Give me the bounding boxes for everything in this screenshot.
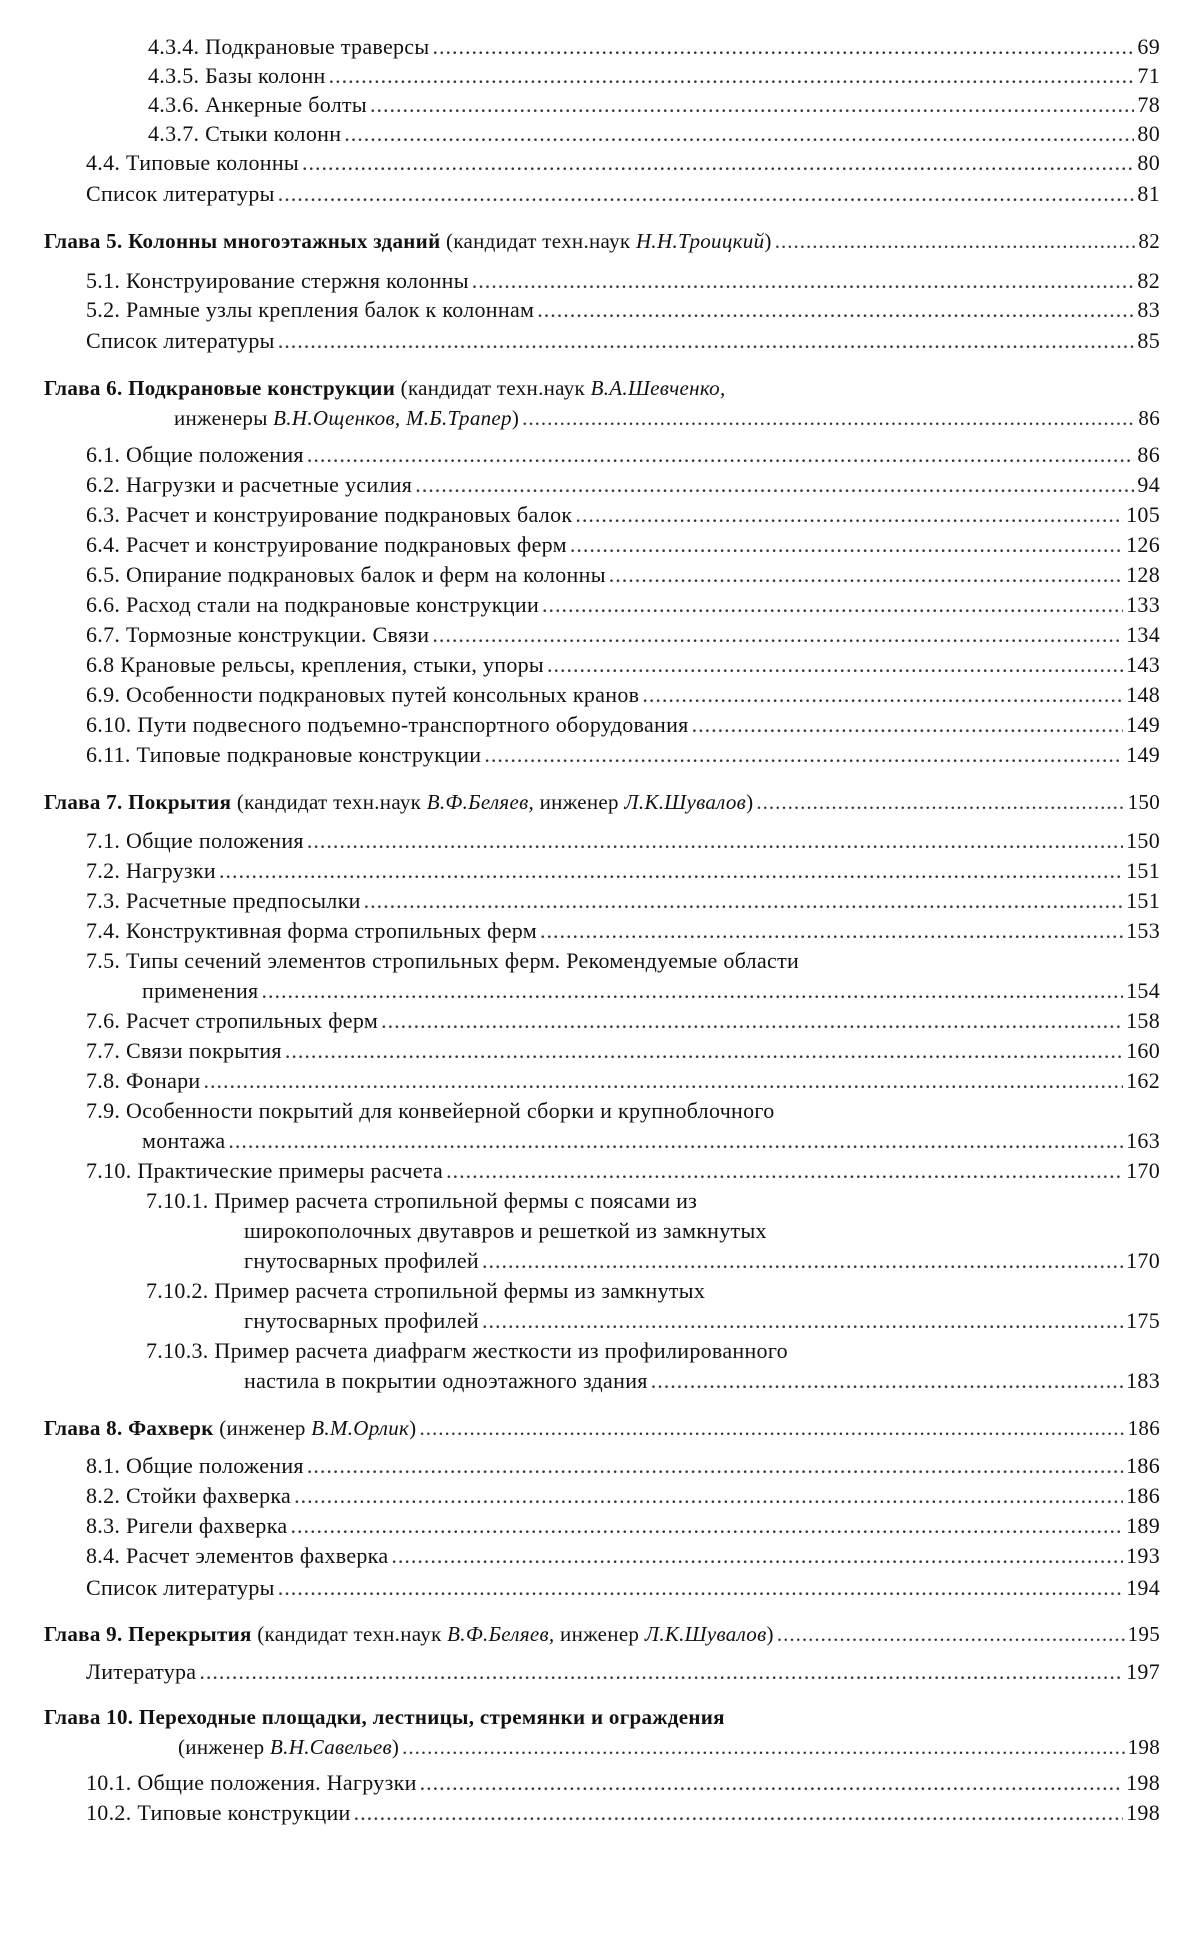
page-number: 78: [1137, 92, 1160, 117]
entry-title: Пример расчета диафрагм жесткости из профилированного: [214, 1338, 788, 1363]
page-number: 197: [1126, 1659, 1160, 1684]
entry-title-continuation: гнутосварных профилей: [244, 1248, 479, 1273]
page-number: 82: [1137, 268, 1160, 293]
page-number: 194: [1126, 1575, 1160, 1600]
page-number: 150: [1126, 828, 1160, 853]
entry-number: 7.2.: [86, 858, 121, 883]
chapter-title: Перекрытия: [128, 1622, 252, 1646]
chapter-authors: В.А.Шевченко,: [590, 376, 726, 400]
chapter-label: Глава 5.: [44, 229, 123, 253]
chapter-title: Фахверк: [128, 1416, 214, 1440]
toc-entry: [86, 620, 1160, 650]
toc-entry-continuation: [244, 1306, 1160, 1336]
entry-title: Типовые подкрановые конструкции: [136, 742, 482, 767]
entry-number: 4.3.7.: [148, 121, 200, 146]
chapter-label: Глава 8.: [44, 1416, 123, 1440]
toc-entry: [86, 295, 1160, 325]
toc-entry: [86, 710, 1160, 740]
entry-number: 7.3.: [86, 888, 121, 913]
page-number: 82: [1138, 229, 1160, 253]
entry-number: 4.3.4.: [148, 34, 200, 59]
chapter-authors-prefix: (кандидат техн.наук: [257, 1622, 442, 1646]
toc-entry: [86, 826, 1160, 856]
page-number: 183: [1126, 1368, 1160, 1393]
chapter-label: Глава 7.: [44, 790, 123, 814]
page-number: 86: [1138, 406, 1160, 430]
toc-entry: [86, 179, 1160, 209]
entry-title: Подкрановые траверсы: [205, 34, 430, 59]
entry-title-continuation: применения: [142, 978, 259, 1003]
entry-number: 4.3.6.: [148, 92, 200, 117]
entry-title: Особенности покрытий для конвейерной сборки и крупноблочного: [126, 1098, 775, 1123]
entry-number: 7.7.: [86, 1038, 121, 1063]
chapter-label: Глава 6.: [44, 376, 123, 400]
page-number: 85: [1137, 328, 1160, 353]
entry-title: Расчетные предпосылки: [126, 888, 361, 913]
entry-title: Расчет элементов фахверка: [126, 1543, 389, 1568]
chapter-authors-prefix: (кандидат техн.наук: [446, 229, 631, 253]
entry-title: Типы сечений элементов стропильных ферм. Рекомендуемые области: [126, 948, 800, 973]
toc-entry: [86, 1156, 1160, 1186]
entry-title: Пример расчета стропильной фермы с поясами из: [214, 1188, 698, 1213]
chapter-authors-prefix-2: инженер: [560, 1622, 640, 1646]
chapter-authors: В.Н.Савельев: [270, 1735, 392, 1759]
entry-title-continuation: настила в покрытии одноэтажного здания: [244, 1368, 648, 1393]
entry-title: Нагрузки и расчетные усилия: [126, 472, 413, 497]
entry-number: 6.10.: [86, 712, 132, 737]
chapter-heading: [44, 1619, 1160, 1649]
chapter-label: Глава 10.: [44, 1705, 134, 1729]
entry-title: Расчет стропильных ферм: [126, 1008, 379, 1033]
page-number: 151: [1126, 858, 1160, 883]
entry-number: 6.6.: [86, 592, 121, 617]
chapter-authors-suffix: ): [511, 406, 520, 430]
chapter-authors-suffix: ): [766, 1622, 774, 1646]
entry-number: 6.3.: [86, 502, 121, 527]
entry-title-continuation: монтажа: [142, 1128, 226, 1153]
entry-number: 7.4.: [86, 918, 121, 943]
toc-entry: [146, 1336, 1160, 1366]
chapter-authors-prefix-2: инженер: [539, 790, 619, 814]
chapter-authors-suffix: ): [409, 1416, 417, 1440]
entry-title: Пути подвесного подъемно-транспортного оборудования: [137, 712, 689, 737]
entry-number: 7.10.3.: [146, 1338, 209, 1363]
page-number: 133: [1126, 592, 1160, 617]
chapter-title: Покрытия: [128, 790, 232, 814]
page-number: 126: [1126, 532, 1160, 557]
entry-number: 8.3.: [86, 1513, 121, 1538]
entry-title: Список литературы: [86, 328, 275, 353]
toc-entry: [86, 680, 1160, 710]
toc-entry: [86, 326, 1160, 356]
toc-entry-continuation: [142, 976, 1160, 1006]
entry-title: Фонари: [126, 1068, 201, 1093]
entry-number: 6.1.: [86, 442, 121, 467]
page-number: 154: [1126, 978, 1160, 1003]
toc-entry: [86, 1573, 1160, 1603]
page-number: 149: [1126, 742, 1160, 767]
entry-title-continuation: гнутосварных профилей: [244, 1308, 479, 1333]
chapter-authors-prefix: инженеры: [174, 406, 268, 430]
entry-title: Крановые рельсы, крепления, стыки, упоры: [120, 652, 544, 677]
toc-entry: [86, 1451, 1160, 1481]
page-number: 195: [1127, 1622, 1160, 1646]
toc-entry: [86, 1006, 1160, 1036]
entry-number: 7.1.: [86, 828, 121, 853]
entry-number: 8.1.: [86, 1453, 121, 1478]
toc-entry-continuation: [244, 1216, 1160, 1246]
page-number: 134: [1126, 622, 1160, 647]
page-number: 198: [1126, 1800, 1160, 1825]
toc-entry: [148, 32, 1160, 62]
entry-number: 7.6.: [86, 1008, 121, 1033]
toc-entry: [86, 886, 1160, 916]
entry-title: Стыки колонн: [205, 121, 342, 146]
page-number: 148: [1126, 682, 1160, 707]
entry-number: 6.11.: [86, 742, 131, 767]
entry-number: 10.1.: [86, 1770, 132, 1795]
toc-entry-continuation: [244, 1366, 1160, 1396]
toc-entry: [86, 856, 1160, 886]
toc-entry: [86, 560, 1160, 590]
entry-title: Ригели фахверка: [126, 1513, 288, 1538]
entry-title-continuation: широкополочных двутавров и решеткой из замкнутых: [244, 1218, 767, 1243]
chapter-heading-continuation: [178, 1732, 1160, 1762]
entry-number: 7.10.1.: [146, 1188, 209, 1213]
page-number: 153: [1126, 918, 1160, 943]
chapter-authors-suffix: ): [764, 229, 772, 253]
entry-title: Конструктивная форма стропильных ферм: [126, 918, 537, 943]
chapter-authors-prefix: (кандидат техн.наук: [400, 376, 586, 400]
chapter-heading: [44, 373, 1160, 403]
toc-entry: [148, 90, 1160, 120]
page-number: 128: [1126, 562, 1160, 587]
entry-title: Список литературы: [86, 1575, 275, 1600]
entry-title: Типовые колонны: [126, 150, 299, 175]
chapter-title: Подкрановые конструкции: [128, 376, 396, 400]
entry-title: Расход стали на подкрановые конструкции: [126, 592, 540, 617]
page-number: 186: [1126, 1453, 1160, 1478]
page-number: 149: [1126, 712, 1160, 737]
page-number: 186: [1127, 1416, 1160, 1440]
chapter-authors-prefix: (кандидат техн.наук: [236, 790, 422, 814]
page-number: 94: [1137, 472, 1160, 497]
page-number: 170: [1126, 1158, 1160, 1183]
chapter-heading-continuation: [174, 403, 1160, 433]
chapter-title: Колонны многоэтажных зданий: [128, 229, 441, 253]
entry-number: 6.5.: [86, 562, 121, 587]
page-number: 83: [1137, 297, 1160, 322]
chapter-authors: В.М.Орлик: [311, 1416, 410, 1440]
entry-number: 5.1.: [86, 268, 121, 293]
entry-title: Расчет и конструирование подкрановых ферм: [126, 532, 567, 557]
page-number: 80: [1137, 150, 1160, 175]
chapter-heading: [44, 1702, 1160, 1732]
entry-title: Список литературы: [86, 181, 275, 206]
entry-number: 4.3.5.: [148, 63, 200, 88]
page-number: 71: [1137, 63, 1160, 88]
page-number: 175: [1126, 1308, 1160, 1333]
entry-number: 6.8: [86, 652, 115, 677]
toc-entry: [86, 740, 1160, 770]
entry-number: 7.5.: [86, 948, 121, 973]
toc-entry: [146, 1186, 1160, 1216]
page-number: 198: [1127, 1735, 1160, 1759]
chapter-authors-prefix: (инженер: [219, 1416, 306, 1440]
toc-entry: [86, 1066, 1160, 1096]
entry-title: Общие положения: [126, 442, 304, 467]
toc-entry: [86, 500, 1160, 530]
entry-title: Литература: [86, 1659, 197, 1684]
chapter-authors: В.Ф.Беляев,: [426, 790, 535, 814]
page-number: 158: [1126, 1008, 1160, 1033]
page-number: 170: [1126, 1248, 1160, 1273]
toc-entry-continuation: [244, 1246, 1160, 1276]
entry-number: 6.9.: [86, 682, 121, 707]
entry-title: Анкерные болты: [205, 92, 367, 117]
toc-entry: [86, 1511, 1160, 1541]
entry-number: 7.8.: [86, 1068, 121, 1093]
entry-title: Общие положения: [126, 1453, 304, 1478]
chapter-title: Переходные площадки, лестницы, стремянки и ограждения: [138, 1705, 725, 1729]
chapter-authors: В.Ф.Беляев,: [447, 1622, 555, 1646]
chapter-authors-prefix: (инженер: [178, 1735, 265, 1759]
entry-title: Расчет и конструирование подкрановых балок: [126, 502, 573, 527]
toc-entry: [86, 1541, 1160, 1571]
page-number: 160: [1126, 1038, 1160, 1063]
chapter-authors: В.Н.Ощенков, М.Б.Трапер: [273, 406, 512, 430]
entry-title: Типовые конструкции: [137, 1800, 351, 1825]
entry-number: 5.2.: [86, 297, 121, 322]
entry-title: Опирание подкрановых балок и ферм на колонны: [126, 562, 606, 587]
page-number: 186: [1126, 1483, 1160, 1508]
chapter-heading: [44, 1413, 1160, 1443]
chapter-heading: [44, 787, 1160, 817]
entry-title: Особенности подкрановых путей консольных кранов: [126, 682, 640, 707]
toc-entry: [148, 119, 1160, 149]
entry-number: 7.10.2.: [146, 1278, 209, 1303]
toc-entry: [86, 1798, 1160, 1828]
page-number: 86: [1137, 442, 1160, 467]
page-number: 143: [1126, 652, 1160, 677]
toc-entry: [86, 1768, 1160, 1798]
page-number: 69: [1137, 34, 1160, 59]
entry-number: 6.2.: [86, 472, 121, 497]
toc-entry: [86, 650, 1160, 680]
toc-entry: [86, 916, 1160, 946]
page-number: 198: [1126, 1770, 1160, 1795]
page-number: 162: [1126, 1068, 1160, 1093]
page-number: 80: [1137, 121, 1160, 146]
page-number: 163: [1126, 1128, 1160, 1153]
toc-entry: [86, 1036, 1160, 1066]
toc-entry: [86, 148, 1160, 178]
entry-title: Базы колонн: [205, 63, 326, 88]
page-number: 151: [1126, 888, 1160, 913]
entry-number: 8.4.: [86, 1543, 121, 1568]
entry-number: 4.4.: [86, 150, 121, 175]
chapter-heading: [44, 226, 1160, 256]
chapter-authors-suffix: ): [746, 790, 754, 814]
chapter-authors-2: Л.К.Шувалов: [624, 790, 747, 814]
chapter-authors-2: Л.К.Шувалов: [644, 1622, 767, 1646]
toc-entry: [86, 590, 1160, 620]
entry-title: Тормозные конструкции. Связи: [126, 622, 430, 647]
chapter-label: Глава 9.: [44, 1622, 123, 1646]
entry-number: 6.7.: [86, 622, 121, 647]
toc-entry: [86, 1657, 1160, 1687]
toc-entry: [148, 61, 1160, 91]
page-number: 81: [1137, 181, 1160, 206]
toc-entry: [86, 470, 1160, 500]
toc-entry-continuation: [142, 1126, 1160, 1156]
entry-title: Стойки фахверка: [126, 1483, 292, 1508]
entry-title: Практические примеры расчета: [137, 1158, 444, 1183]
entry-title: Рамные узлы крепления балок к колоннам: [126, 297, 535, 322]
toc-entry: [86, 266, 1160, 296]
toc-entry: [86, 1096, 1160, 1126]
chapter-authors-suffix: ): [391, 1735, 400, 1759]
chapter-authors: Н.Н.Троицкий: [635, 229, 765, 253]
toc-entry: [86, 946, 1160, 976]
page-number: 189: [1126, 1513, 1160, 1538]
entry-title: Общие положения. Нагрузки: [137, 1770, 417, 1795]
entry-number: 7.10.: [86, 1158, 132, 1183]
entry-number: 10.2.: [86, 1800, 132, 1825]
toc-entry: [86, 530, 1160, 560]
entry-title: Общие положения: [126, 828, 304, 853]
entry-title: Конструирование стержня колонны: [126, 268, 469, 293]
entry-number: 6.4.: [86, 532, 121, 557]
toc-entry: [146, 1276, 1160, 1306]
entry-title: Пример расчета стропильной фермы из замкнутых: [214, 1278, 706, 1303]
entry-title: Нагрузки: [126, 858, 216, 883]
entry-number: 7.9.: [86, 1098, 121, 1123]
page-number: 105: [1126, 502, 1160, 527]
entry-title: Связи покрытия: [126, 1038, 282, 1063]
page-number: 193: [1126, 1543, 1160, 1568]
entry-number: 8.2.: [86, 1483, 121, 1508]
toc-entry: [86, 1481, 1160, 1511]
toc-entry: [86, 440, 1160, 470]
page-number: 150: [1127, 790, 1160, 814]
